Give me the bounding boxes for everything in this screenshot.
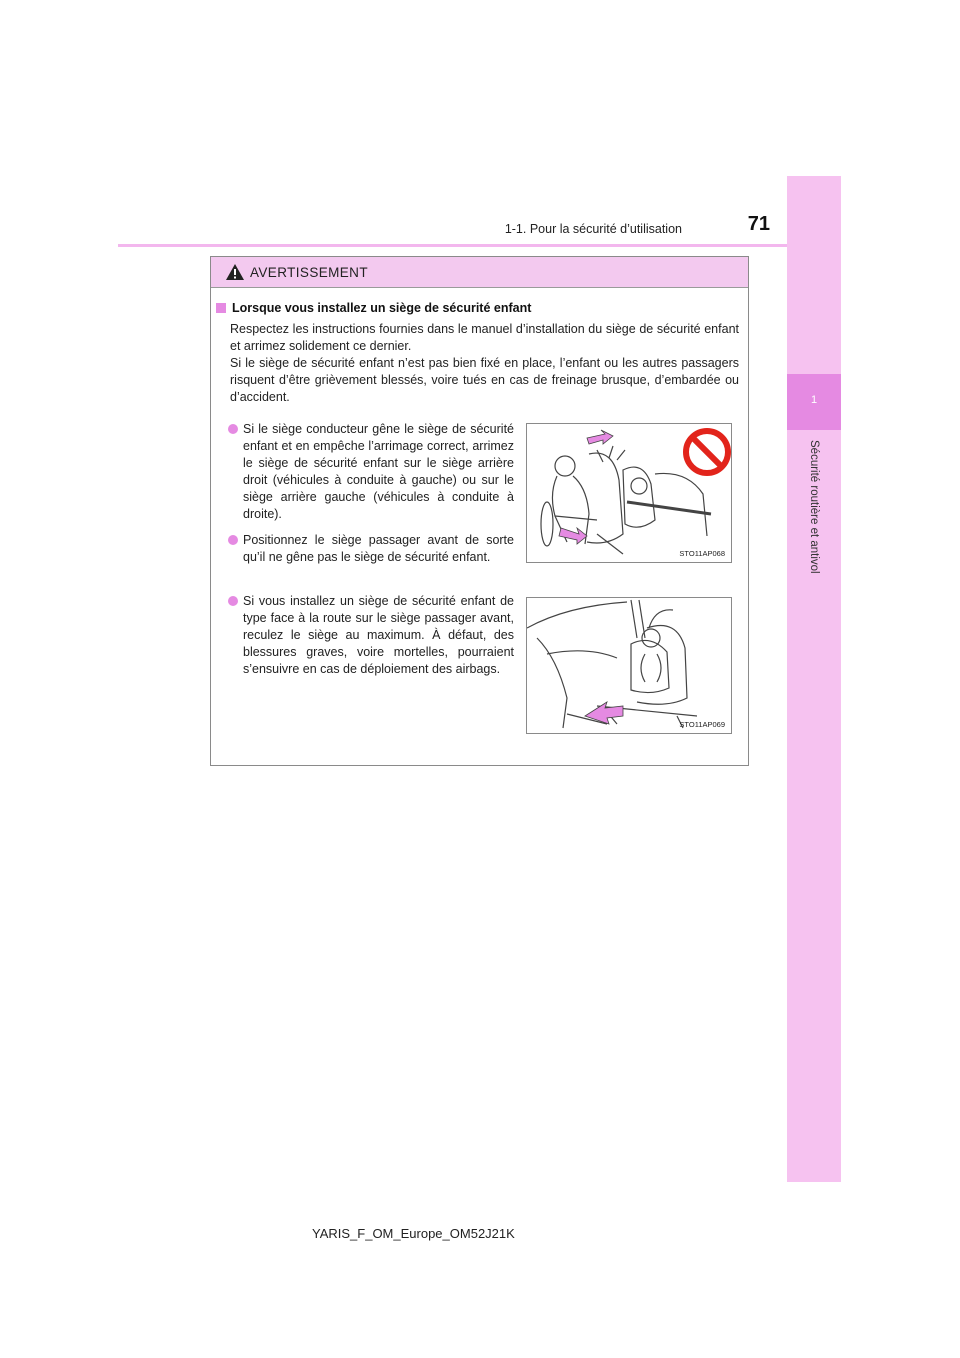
illustration-driver-seat-child-seat: [527, 424, 732, 563]
warning-bullet-1-text: Si le siège conducteur gêne le siège de sécurité enfant et en empêche l’arrimage correct, arrimez le siège de sécurité enfant sur le siège arrière droit (véhicules à conduite à gauche) ou sur le siège arrière gauche (véhicules à conduite à droite).: [243, 422, 514, 521]
warning-subheading: [216, 301, 531, 315]
warning-paragraph-1: Respectez les instructions fournies dans le manuel d’installation du siège de sécurité enfant et arrimez solidement ce dernier.: [230, 322, 739, 353]
header-rule: [118, 244, 787, 247]
figure-code: STO11AP069: [679, 720, 725, 729]
page-number: 71: [747, 213, 770, 235]
section-title: 1-1. Pour la sécurité d’utilisation: [504, 222, 682, 236]
warning-bullet-2-text: Positionnez le siège passager avant de sorte qu’il ne gêne pas le siège de sécurité enfant.: [243, 533, 514, 564]
warning-bullet-3-text: Si vous installez un siège de sécurité enfant de type face à la route sur le siège passager avant, reculez le siège au maximum. À défaut, des blessures graves, voire mortelles, pourraient s’ensuivre en cas de déploiement des airbags.: [243, 594, 514, 676]
illustration-front-passenger-child-seat: [527, 598, 732, 734]
figure-code: STO11AP068: [679, 549, 725, 558]
chapter-title: Sécurité routière et antivol: [808, 440, 820, 574]
round-bullet-icon: [228, 596, 238, 606]
document-footer: YARIS_F_OM_Europe_OM52J21K: [312, 1226, 515, 1241]
figure-front-passenger-seat: [526, 597, 732, 734]
figure-driver-seat-interference: [526, 423, 732, 563]
warning-title: AVERTISSEMENT: [250, 264, 368, 280]
round-bullet-icon: [228, 424, 238, 434]
warning-header: [211, 257, 748, 288]
warning-bullet-2: [228, 532, 514, 566]
warning-paragraph-2: Si le siège de sécurité enfant n’est pas bien fixé en place, l’enfant ou les autres passagers risquent d’être grièvement blessés, voire tués en cas de freinage brusque, d’embardée ou d’accident.: [230, 356, 739, 404]
warning-triangle-icon: [225, 263, 245, 281]
warning-bullet-3: [228, 593, 514, 678]
chapter-number: 1: [810, 394, 818, 406]
square-bullet-icon: [216, 303, 226, 313]
warning-subheading-text: Lorsque vous installez un siège de sécurité enfant: [232, 301, 532, 315]
round-bullet-icon: [228, 535, 238, 545]
warning-bullet-1: [228, 421, 514, 523]
